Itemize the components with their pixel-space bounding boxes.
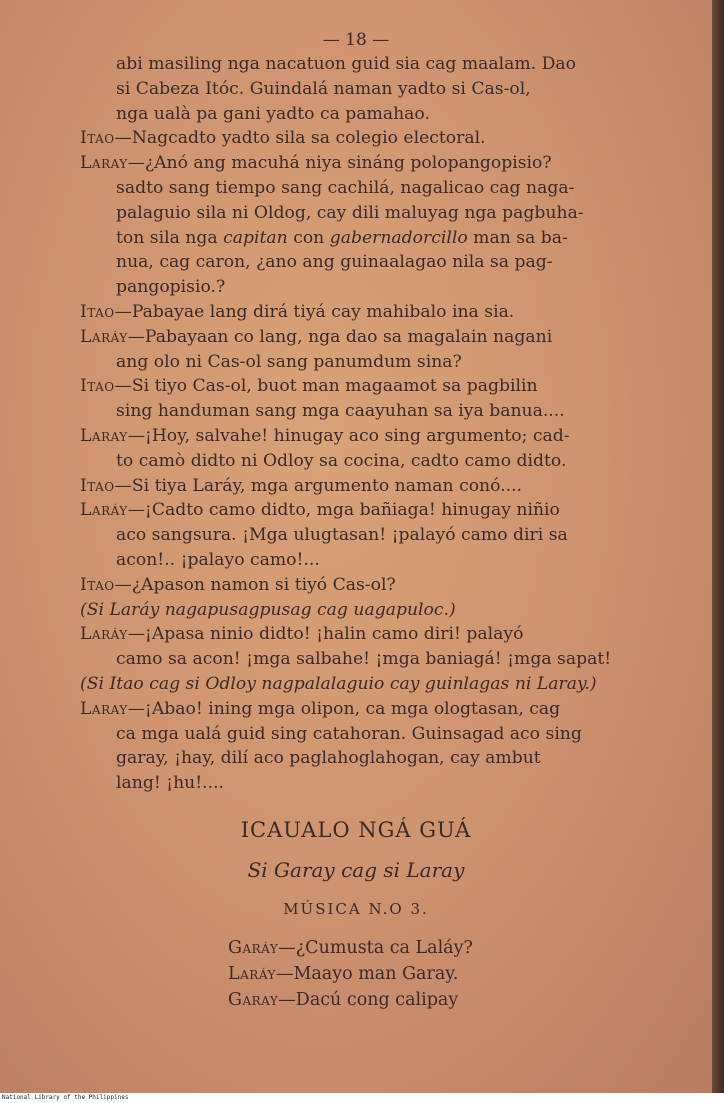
text-fragment: man sa ba- <box>473 227 568 248</box>
dialogue-itao <box>80 474 672 499</box>
dialogue-text: —Pabayae lang dirá tiyá cay mahibalo ina sia. <box>114 301 515 322</box>
text-line: palaguio sila ni Oldog, cay dili maluyag nga pagbuha- <box>116 202 584 223</box>
speaker-name: Itao <box>80 301 115 322</box>
speaker-name: Itao <box>80 574 115 595</box>
speaker-name: Laray <box>80 698 128 719</box>
dialogue-itao <box>80 573 672 598</box>
stage-direction: (Si Itao cag si Odloy nagpalalaguio cay guinlagas ni Laray.) <box>80 673 597 694</box>
footer-credit: National Library of the Philippines <box>0 1093 724 1103</box>
dialogue-laray <box>80 151 672 176</box>
text-line: ang olo ni Cas-ol sang panumdum sina? <box>116 351 462 372</box>
song-text: —¿Cumusta ca Laláy? <box>278 938 473 958</box>
text-line <box>80 226 672 251</box>
speaker-name: Laráy <box>80 326 128 347</box>
song-line <box>228 987 473 1013</box>
dialogue-text: —Nagcadto yadto sila sa colegio electoral. <box>114 128 486 149</box>
speaker-name: Itao <box>80 128 115 149</box>
speaker-name: Itao <box>80 475 115 496</box>
text-line: sadto sang tiempo sang cachilá, nagalicao cag naga- <box>116 177 575 198</box>
speaker-name: Laray <box>80 425 128 446</box>
text-line: camo sa acon! ¡mga salbahe! ¡mga baniagá! ¡mga sapat! <box>116 649 612 670</box>
text-line: nua, cag caron, ¿ano ang guinaalagao nila sa pag- <box>116 252 553 273</box>
text-line: si Cabeza Itóc. Guindalá naman yadto si Cas-ol, <box>116 78 531 99</box>
speaker-name: Itao <box>80 376 115 397</box>
book-spine-edge <box>712 0 724 1093</box>
speaker-name: Garáy <box>228 938 279 958</box>
italic-word: capitan <box>223 227 288 248</box>
dialogue-laray <box>80 697 672 722</box>
dialogue-laray <box>80 325 672 350</box>
italic-word: gabernadorcillo <box>329 227 468 248</box>
stage-direction: (Si Laráy nagapusagpusag cag uagapuloc.) <box>80 599 456 620</box>
speaker-name: Laray <box>80 153 128 174</box>
section-title: ICAUALO NGÁ GUÁ <box>240 818 472 842</box>
dialogue-laray <box>80 622 672 647</box>
dialogue-text: —¡Apasa ninio didto! ¡halin camo diri! palayó <box>127 624 524 645</box>
dialogue-text: —Pabayaan co lang, nga dao sa magalain nagani <box>127 326 553 347</box>
music-number: MÚSICA N.O 3. <box>283 900 429 918</box>
text-line: pangopisio.? <box>116 277 226 298</box>
speaker-name: Laráy <box>80 500 128 521</box>
dialogue-text: —¿Anó ang macuhá niya sináng polopangopisio? <box>127 153 552 174</box>
dialogue-itao <box>80 374 672 399</box>
song-line <box>228 935 473 961</box>
dialogue-text: —¡Hoy, salvahe! hinugay aco sing argumento; cad- <box>127 425 570 446</box>
text-line: acon!.. ¡palayo camo!... <box>116 549 320 570</box>
dialogue-laray <box>80 498 672 523</box>
speaker-name: Garay <box>228 990 279 1010</box>
song-text: —Maayo man Garay. <box>275 964 459 984</box>
text-line: nga ualà pa gani yadto ca pamahao. <box>116 103 430 124</box>
play-text <box>80 52 672 796</box>
song-lines <box>228 935 473 1013</box>
text-line: abi masiling nga nacatuon guid sia cag maalam. Dao <box>116 54 576 74</box>
song-line <box>228 961 473 987</box>
dialogue-text: —¡Cadto camo didto, mga bañiaga! hinugay niñio <box>127 500 560 521</box>
speaker-name: Laráy <box>80 624 128 645</box>
dialogue-itao <box>80 300 672 325</box>
text-line: garay, ¡hay, dilí aco paglahoglahogan, cay ambut <box>116 748 541 769</box>
dialogue-itao <box>80 126 672 151</box>
dialogue-text: —¡Abao! ining mga olipon, ca mga ologtasan, cag <box>127 698 561 719</box>
text-fragment: con <box>293 227 325 248</box>
section-subtitle: Si Garay cag si Laray <box>247 858 465 882</box>
page-number: — 18 — <box>322 30 390 50</box>
text-line: ca mga ualá guid sing catahoran. Guinsagad aco sing <box>116 723 582 744</box>
dialogue-text: —¿Apason namon si tiyó Cas-ol? <box>114 574 396 595</box>
text-line: sing handuman sang mga caayuhan sa iya banua.... <box>116 401 565 422</box>
speaker-name: Laráy <box>228 964 276 984</box>
dialogue-text: —Si tiyo Cas-ol, buot man magaamot sa pagbilin <box>114 376 538 397</box>
text-line: lang! ¡hu!.... <box>116 773 224 794</box>
text-line: aco sangsura. ¡Mga ulugtasan! ¡palayó camo diri sa <box>116 525 568 546</box>
song-text: —Dacú cong calipay <box>278 990 459 1010</box>
text-line: to camò didto ni Odloy sa cocina, cadto camo didto. <box>116 450 567 471</box>
dialogue-laray <box>80 424 672 449</box>
dialogue-text: —Si tiya Laráy, mga argumento naman conó.... <box>114 475 523 496</box>
text-fragment: ton sila nga <box>116 227 218 248</box>
